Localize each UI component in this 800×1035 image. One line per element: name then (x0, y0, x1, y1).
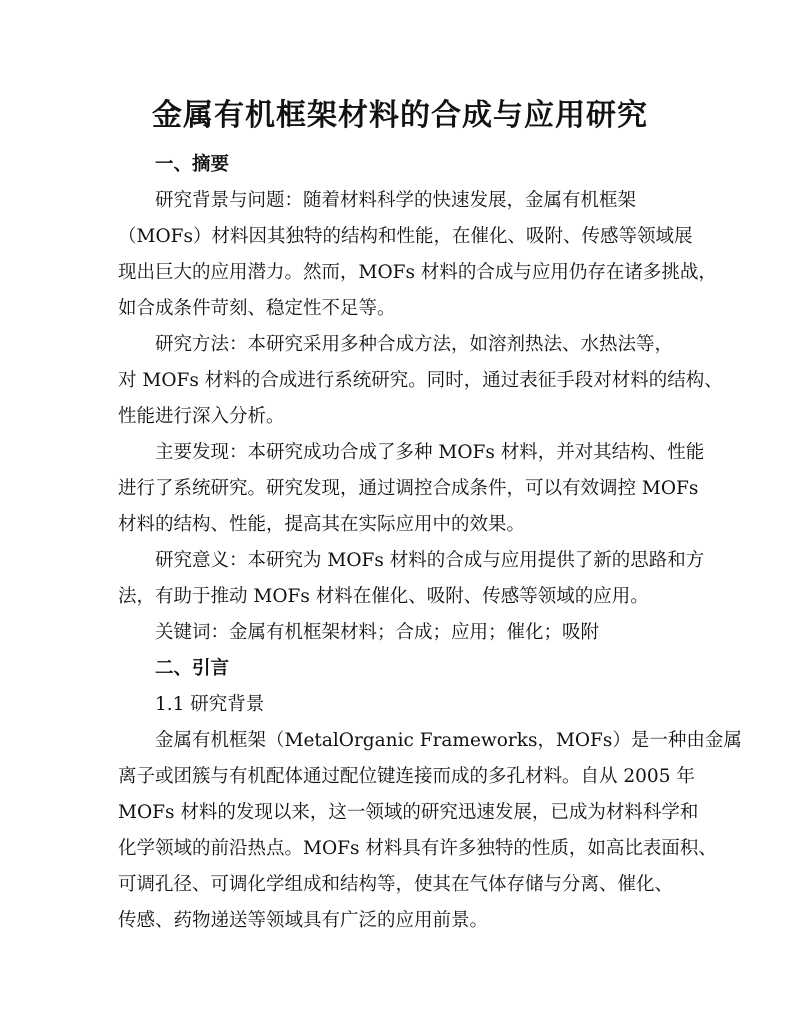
abstract-background-line: 研究背景与问题：随着材料科学的快速发展，金属有机框架 (155, 190, 637, 211)
abstract-findings-line: 主要发现：本研究成功合成了多种 MOFs 材料，并对其结构、性能 (155, 442, 705, 463)
abstract-background-line: 如合成条件苛刻、稳定性不足等。 (118, 298, 396, 319)
intro-paragraph-line: 可调孔径、可调化学组成和结构等，使其在气体存储与分离、催化、 (118, 874, 674, 895)
abstract-significance-line: 法，有助于推动 MOFs 材料在催化、吸附、传感等领域的应用。 (118, 586, 649, 607)
abstract-methods-line: 性能进行深入分析。 (118, 406, 285, 427)
abstract-background-line: （MOFs）材料因其独特的结构和性能，在催化、吸附、传感等领域展 (118, 226, 693, 247)
document-title: 金属有机框架材料的合成与应用研究 (152, 98, 648, 133)
abstract-methods-line: 对 MOFs 材料的合成进行系统研究。同时，通过表征手段对材料的结构、 (118, 370, 723, 391)
abstract-methods-line: 研究方法：本研究采用多种合成方法，如溶剂热法、水热法等， (155, 334, 674, 355)
keywords-line: 关键词：金属有机框架材料；合成；应用；催化；吸附 (155, 622, 600, 643)
intro-heading: 二、引言 (155, 658, 230, 679)
abstract-findings-line: 进行了系统研究。研究发现，通过调控合成条件，可以有效调控 MOFs (118, 478, 699, 499)
intro-paragraph-line: MOFs 材料的发现以来，这一领域的研究迅速发展，已成为材料科学和 (118, 802, 699, 823)
intro-paragraph-line: 传感、药物递送等领域具有广泛的应用前景。 (118, 910, 489, 931)
abstract-significance-line: 研究意义：本研究为 MOFs 材料的合成与应用提供了新的思路和方 (155, 550, 705, 571)
intro-paragraph-line: 化学领域的前沿热点。MOFs 材料具有许多独特的性质，如高比表面积、 (118, 838, 717, 859)
intro-paragraph-line: 金属有机框架（MetalOrganic Frameworks，MOFs）是一种由金属 (155, 730, 742, 751)
abstract-background-line: 现出巨大的应用潜力。然而，MOFs 材料的合成与应用仍存在诸多挑战， (118, 262, 717, 283)
abstract-heading: 一、摘要 (155, 154, 230, 175)
intro-paragraph-line: 离子或团簇与有机配体通过配位键连接而成的多孔材料。自从 2005 年 (118, 766, 695, 787)
subsection-heading: 1.1 研究背景 (155, 694, 265, 715)
abstract-findings-line: 材料的结构、性能，提高其在实际应用中的效果。 (118, 514, 526, 535)
